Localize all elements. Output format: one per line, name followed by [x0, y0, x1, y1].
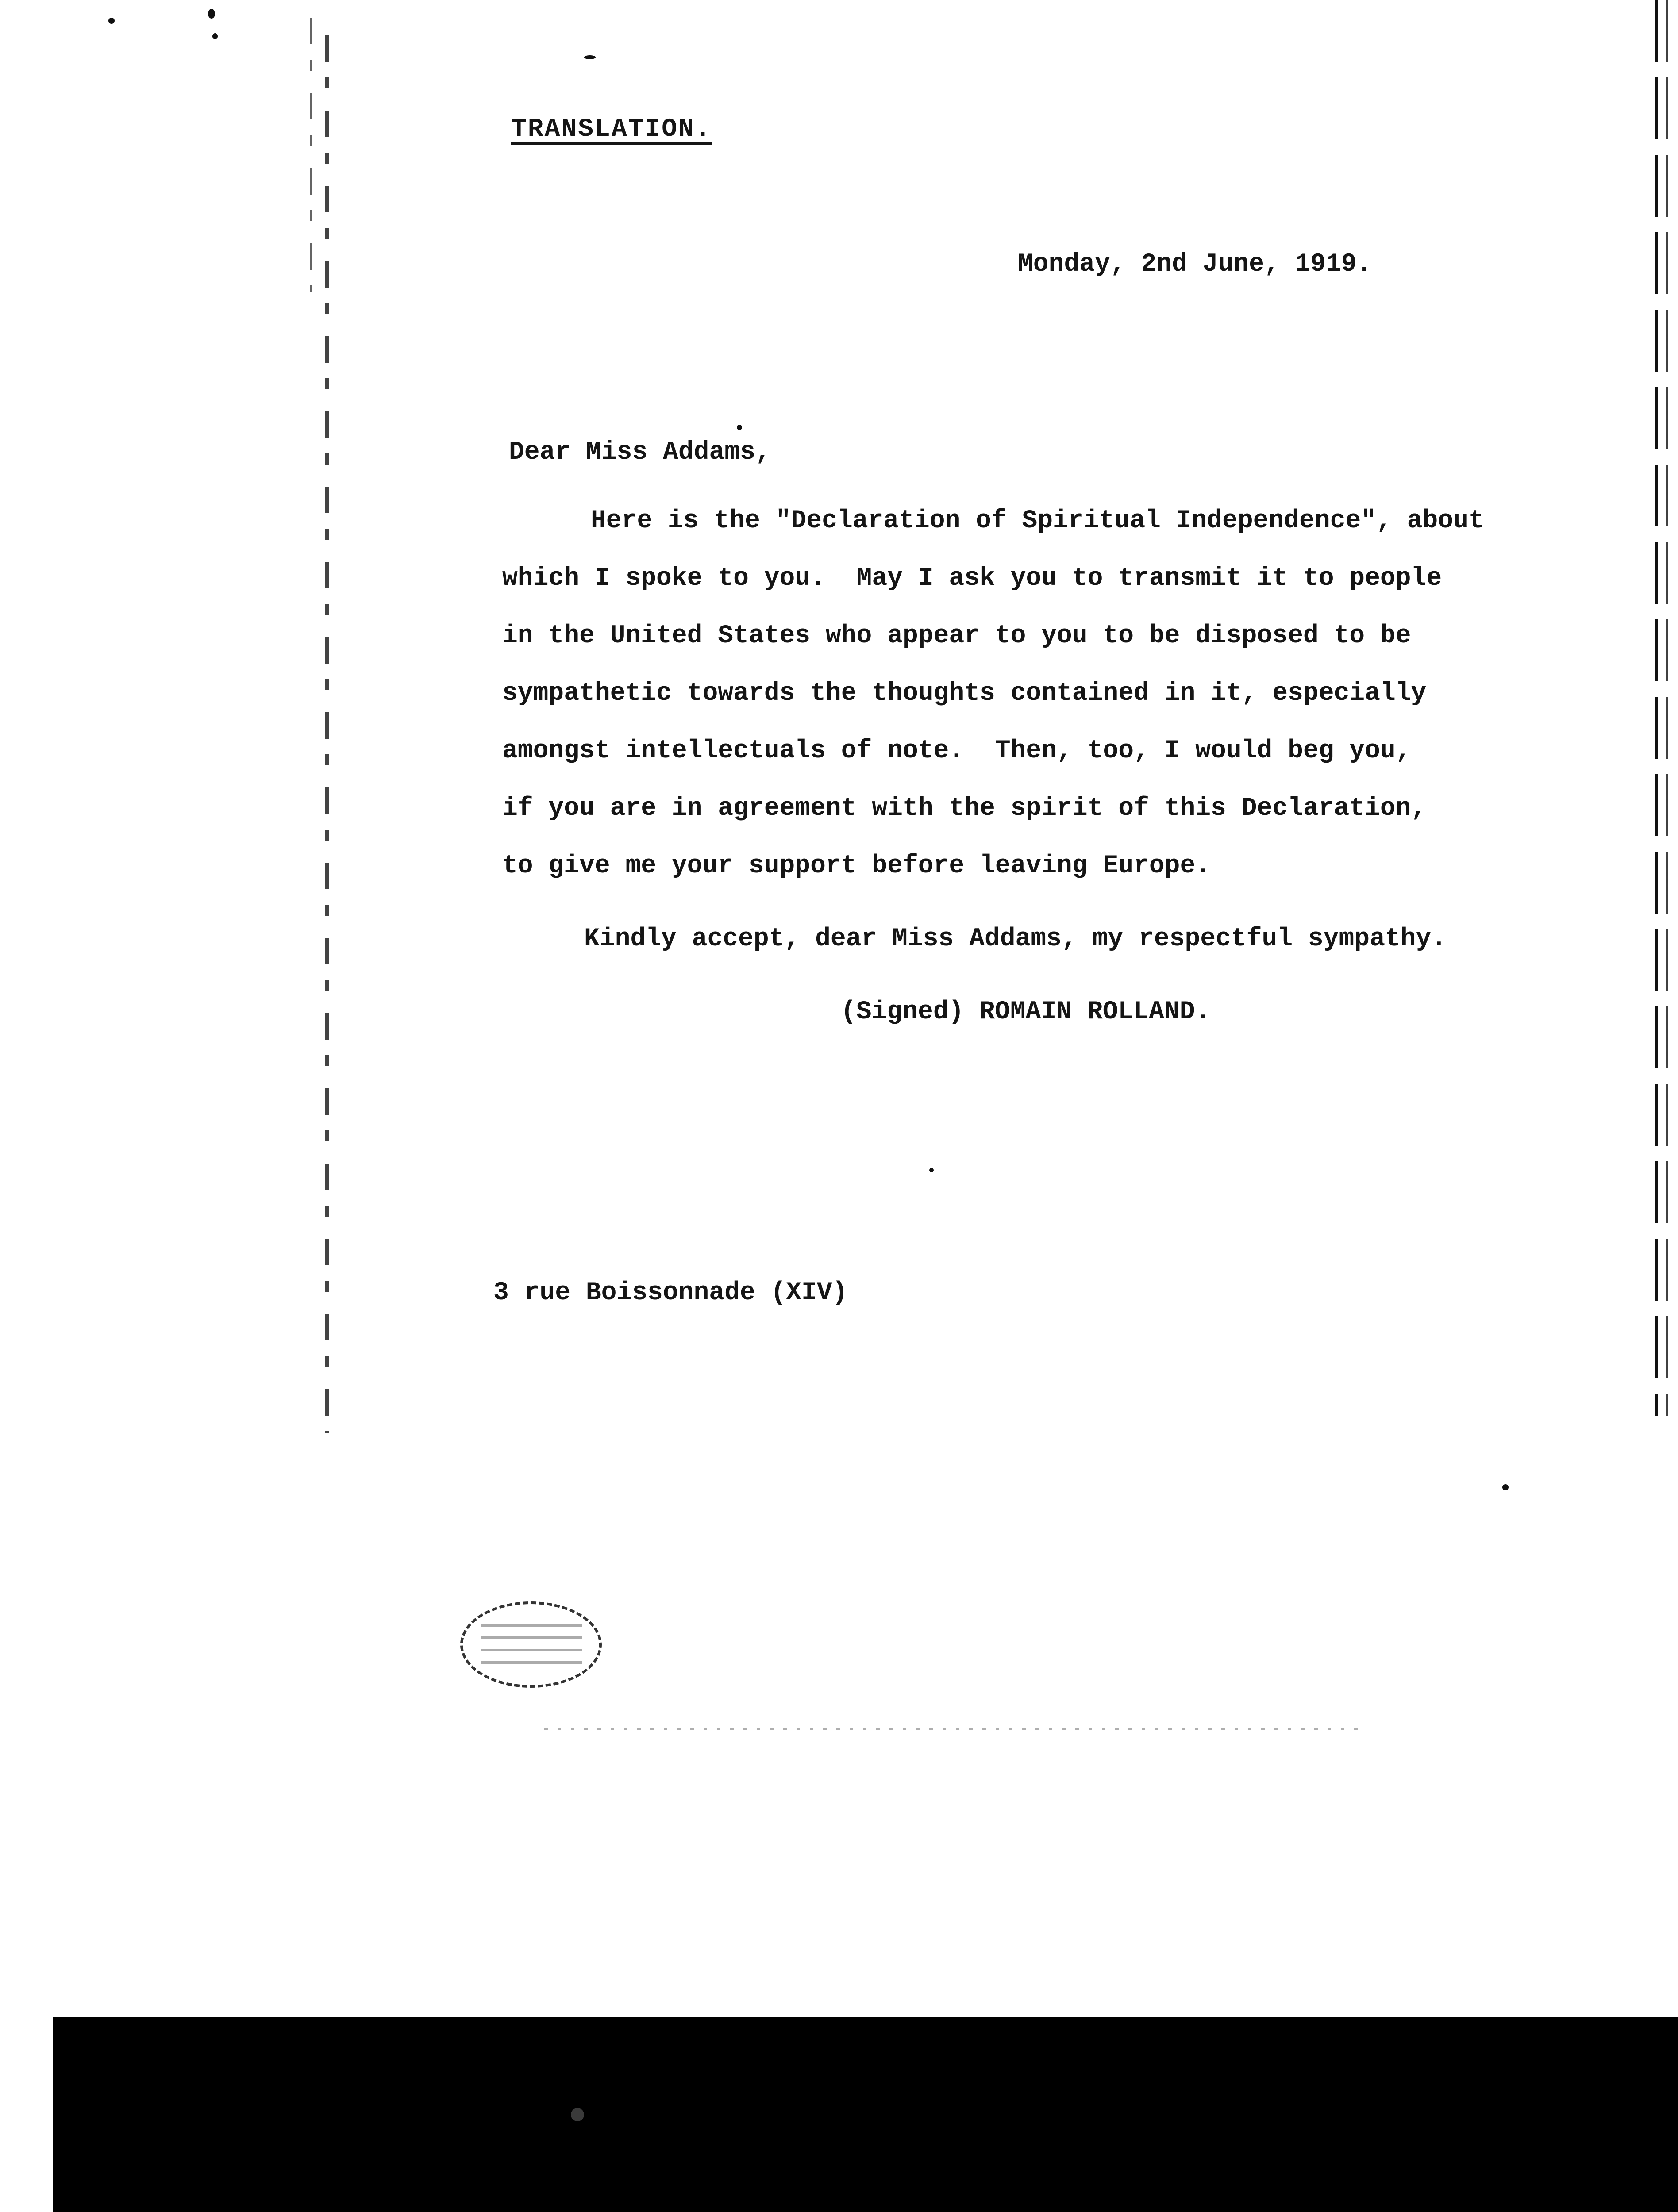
body-line: to give me your support before leaving Europe. [502, 852, 1211, 880]
signature-line: (Signed) ROMAIN ROLLAND. [841, 998, 1211, 1026]
ink-speck [929, 1168, 934, 1172]
ink-speck [737, 425, 742, 430]
stamp-faded-text [481, 1624, 582, 1664]
letter-date: Monday, 2nd June, 1919. [1018, 250, 1372, 279]
page-edge-mark-right [1655, 0, 1658, 1416]
ink-speck [212, 33, 218, 39]
closing-line: Kindly accept, dear Miss Addams, my respectful sympathy. [584, 925, 1447, 953]
scan-black-margin [0, 2017, 1678, 2212]
scan-speck [571, 2108, 584, 2121]
body-line: in the United States who appear to you to be disposed to be [502, 622, 1411, 650]
body-line: if you are in agreement with the spirit of this Declaration, [502, 794, 1427, 823]
body-line: Here is the "Declaration of Spiritual Independence", about [591, 507, 1484, 535]
body-line: amongst intellectuals of note. Then, too, I would beg you, [502, 737, 1411, 765]
ink-speck [208, 9, 215, 19]
page-edge-mark-right-secondary [1666, 0, 1668, 1416]
document-heading: TRANSLATION. [511, 115, 712, 144]
letter-salutation: Dear Miss Addams, [509, 438, 771, 467]
faint-dotted-rule [544, 1728, 1363, 1730]
body-line: sympathetic towards the thoughts contained in it, especially [502, 679, 1427, 708]
ink-speck [1502, 1484, 1509, 1490]
binding-mark-left-secondary [310, 18, 312, 292]
sender-address: 3 rue Boissonnade (XIV) [493, 1279, 848, 1307]
ink-speck [108, 18, 115, 24]
archive-stamp [460, 1601, 602, 1688]
body-line: which I spoke to you. May I ask you to transmit it to people [502, 564, 1442, 593]
binding-mark-left [325, 35, 329, 1433]
ink-speck [584, 55, 596, 59]
scan-margin-edge [0, 2017, 53, 2212]
